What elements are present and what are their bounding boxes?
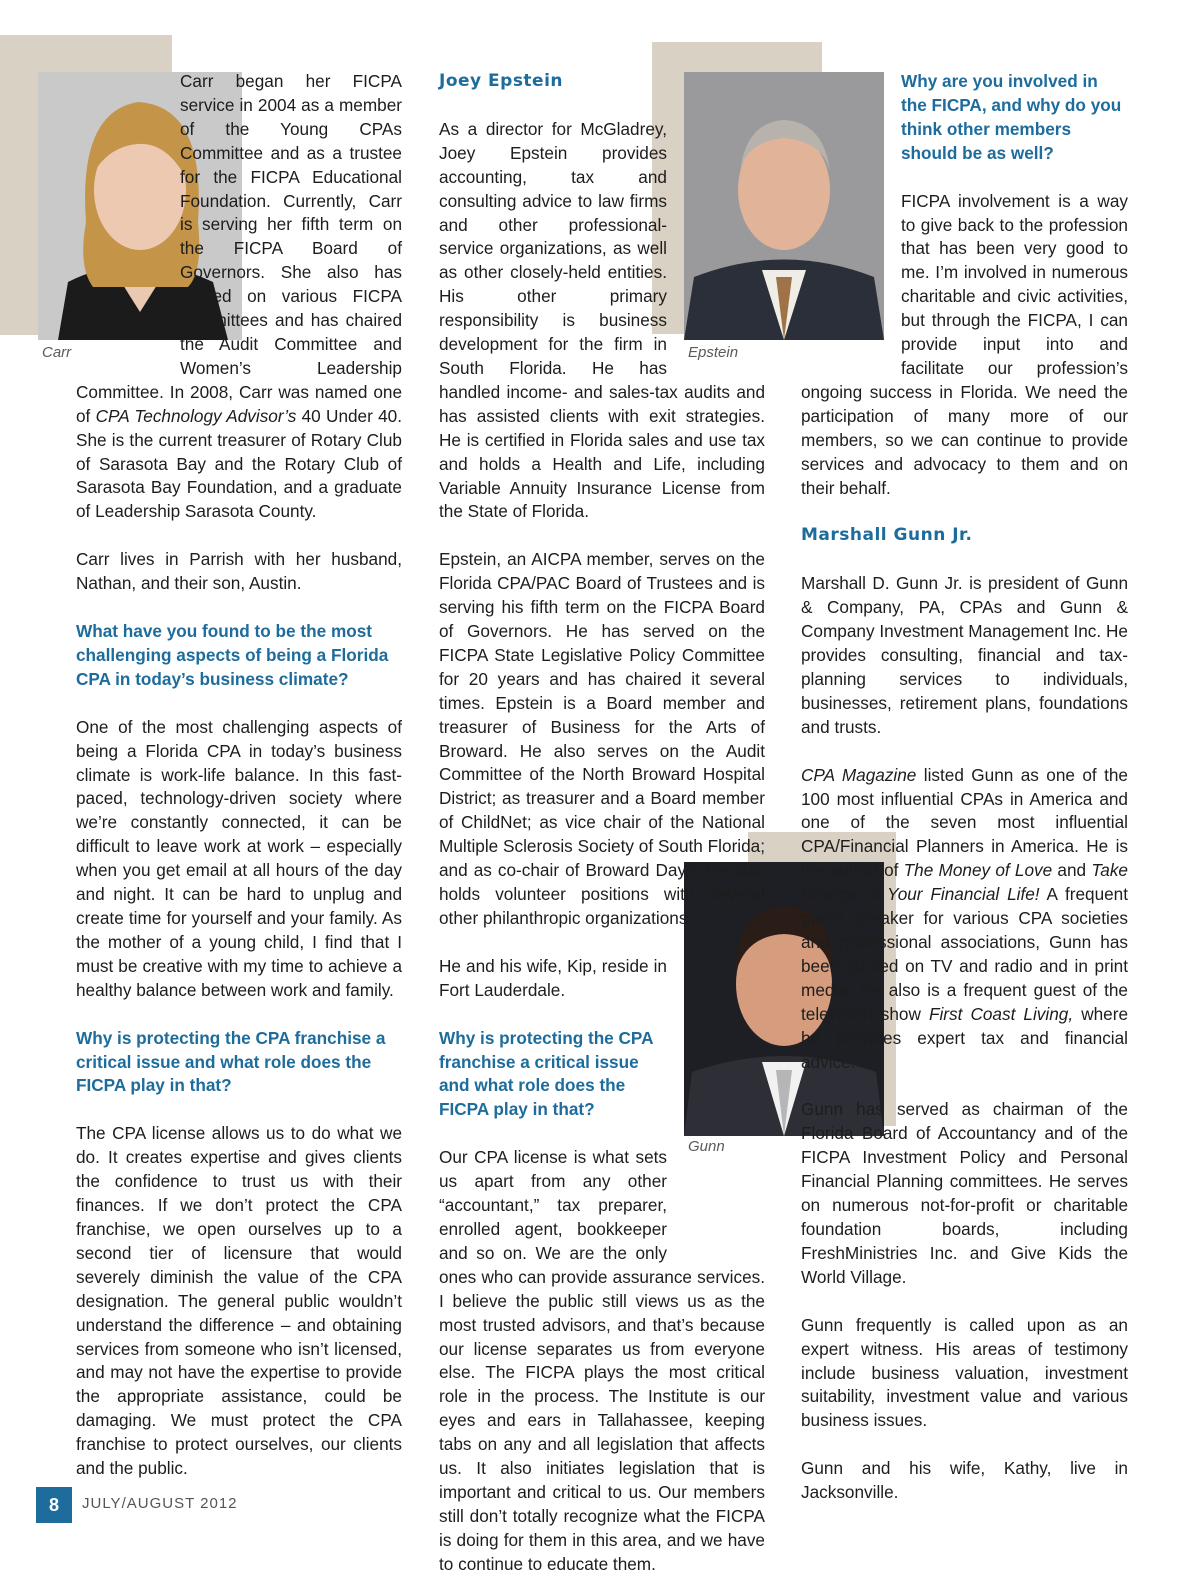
epstein-family-paragraph: He and his wife, Kip, reside in Fort Lauderdale. — [439, 955, 667, 1000]
gunn-photo-spacer — [667, 955, 765, 1245]
gunn-witness-paragraph: Gunn frequently is called upon as an expert witness. His areas of testimony include business valuation, investment suitability, investment value and various business issues. — [801, 1314, 1128, 1431]
carr-family-paragraph: Carr lives in Parrish with her husband, Nathan, and their son, Austin. — [76, 549, 402, 594]
gunn-caption: Gunn — [688, 1138, 725, 1155]
carr-photo-spacer — [0, 70, 180, 370]
carr-question-2: Why is protecting the CPA franchise a critical issue and what role does the FICPA play in that? — [76, 1027, 386, 1096]
gunn-bio-paragraph: Marshall D. Gunn Jr. is president of Gunn & Company, PA, CPAs and Gunn & Company Investment Management Inc. He provides consulting, financial and tax-planning services to individuals, businesses, retirement plans, foundations and trusts. — [801, 573, 1128, 737]
epstein-answer-involvement: FICPA involvement is a way to give back to the profession that has been very good to me. I’m involved in numerous charitable and civic activities, but through the FICPA, I can provide input into and facilitate our profession’s ongoing success in Florida. We need the participation of many more of our members, so we can continue to provide services and advocacy to them and on their behalf. — [801, 190, 1128, 498]
gunn-boards-paragraph: Gunn has served as chairman of the Florida Board of Accountancy and of the FICPA Investment Policy and Personal Financial Planning committees. He serves on numerous not-for-profit or charitable foundation boards, including FreshMinistries Inc. and Give Kids the World Village. — [801, 1099, 1128, 1287]
gunn-family-paragraph: Gunn and his wife, Kathy, live in Jacksonville. — [801, 1458, 1128, 1503]
epstein-caption: Epstein — [688, 344, 739, 361]
page-number: 8 — [36, 1487, 72, 1523]
gunn-recognition-paragraph: CPA Magazine listed Gunn as one of the 100 most influential CPAs in America and one of the seven most influential CPA/Financial Planners in America. He is the author of The Money of Love and Take Charge of Your Financial Life! A frequent guest speaker for various CPA societies and professional associations, Gunn has been quoted on TV and radio and in print media. He also is a frequent guest of the television show First Coast Living, where he provides expert tax and financial advice. — [801, 764, 1129, 1072]
epstein-photo-spacer — [667, 70, 765, 380]
epstein-question-involvement: Why are you involved in the FICPA, and why do you think other members should be as well? — [901, 71, 1122, 163]
carr-bio-paragraph: Carr began her FICPA service in 2004 as a member of the Young CPAs Committee and as a trustee for the FICPA Educational Foundation. Currently, Carr is serving her fifth term on the FICPA Board of Governors. She also has served on various FICPA committees and has chaired the Audit Committee and Women’s Leadership Committee. In 2008, Carr was named one of CPA Technology Advisor’s 40 Under 40. She is the current treasurer of Rotary Club of Sarasota Bay and the Rotary Club of Sarasota Bay Foundation, and a graduate of Leadership Sarasota County. — [76, 71, 403, 522]
carr-answer-2: The CPA license allows us to do what we do. It creates expertise and gives clients the confidence to trust us with their finances. If we don’t protect the CPA franchise, we open ourselves up to a second tier of licensure that would severely diminish the value of the CPA designation. The general public wouldn’t understand the difference – and obtaining services from someone who isn’t licensed, and may not have the expertise to provide the appropriate assistance, could be damaging. We must protect the CPA franchise to protect ourselves, our clients and the public. — [76, 1123, 402, 1479]
epstein-photo-spacer-right — [801, 70, 901, 376]
column-gunn — [801, 70, 1128, 1505]
epstein-name-heading: Joey Epstein — [439, 71, 564, 91]
column-epstein — [439, 70, 765, 1577]
epstein-answer: Our CPA license is what sets us apart from any other “accountant,” tax preparer, enrolled agent, bookkeeper and so on. We are the only ones who can provide assurance services. I believe the public still views us as the most trusted advisors, and that’s because our license separates us from everyone else. The FICPA plays the most critical role in the process. The Institute is our eyes and ears in Tallahassee, keeping tabs on any and all legislation that affects us. It also initiates legislation that is important and critical to us. Our members still don’t totally recognize what the FICPA is doing for them in this area, and we have to continue to educate them. — [439, 1147, 765, 1574]
gunn-name-heading: Marshall Gunn Jr. — [801, 525, 973, 546]
issue-date: JULY/AUGUST 2012 — [82, 1495, 238, 1512]
carr-question-1: What have you found to be the most challenging aspects of being a Florida CPA in today’s business climate? — [76, 621, 389, 689]
epstein-boards-paragraph: Epstein, an AICPA member, serves on the Florida CPA/PAC Board of Trustees and is serving his fifth term on the FICPA Board of Governors. He has served on the FICPA State Legislative Policy Committee for 20 years and has chaired it several times. Epstein is a Board member and treasurer of Business for the Arts of Broward. He also serves on the Audit Committee of the North Broward Hospital District; as treasurer and a Board member of ChildNet; as vice chair of the National Multiple Sclerosis Society of South Florida; and as co-chair of Broward Days. He also holds volunteer positions with several other philanthropic organizations. — [439, 549, 765, 928]
epstein-bio-paragraph: As a director for McGladrey, Joey Epstein provides accounting, tax and consulting advice to law firms and other professional-service organizations, as well as other closely-held entities. His other primary responsibility is business development for the firm in South Florida. He has handled income- and sales-tax audits and has assisted clients with exit strategies. He is certified in Florida sales and use tax and holds a Health and Life, including Variable Annuity Insurance License from the State of Florida. — [439, 118, 765, 522]
epstein-question: Why is protecting the CPA franchise a critical issue and what role does the FICPA play in that? — [439, 1027, 653, 1120]
carr-caption: Carr — [42, 344, 72, 361]
carr-answer-1: One of the most challenging aspects of being a Florida CPA in today’s business climate is work-life balance. In this fast-paced, technology-driven society where we’re constantly connected, it can be difficult to leave work at work – especially when you get email at all hours of the day and night. It can be hard to unplug and create time for yourself and your family. As the mother of a young child, I find that I must be creative with my time to achieve a healthy balance between work and family. — [76, 716, 402, 1000]
column-carr — [76, 70, 402, 1481]
